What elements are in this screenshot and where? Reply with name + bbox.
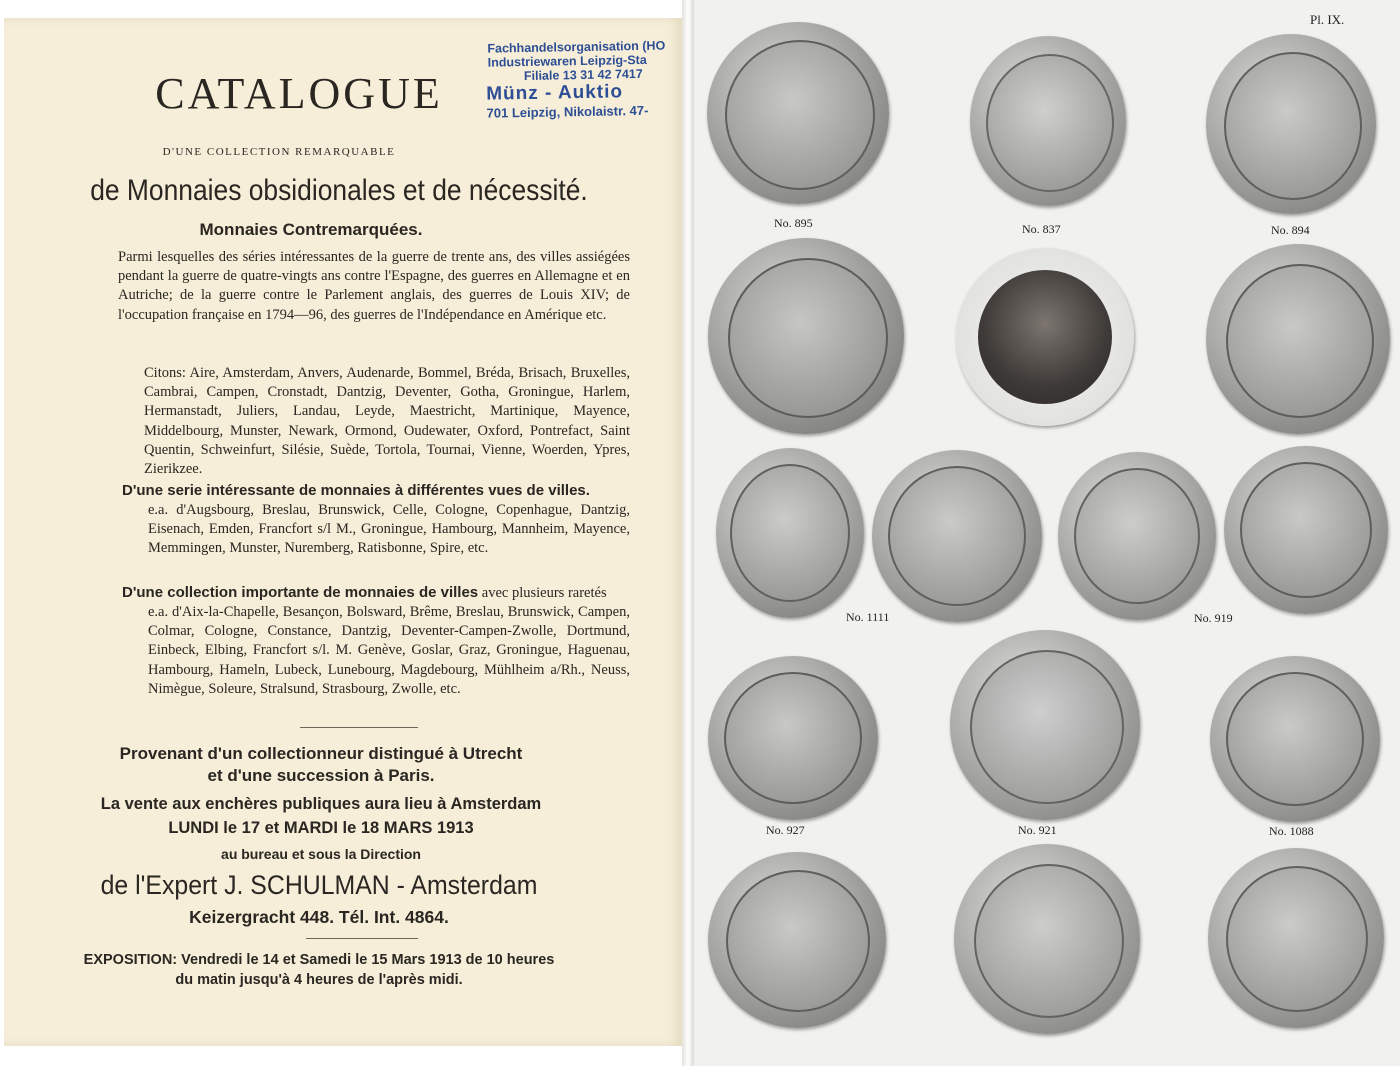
coin-label-895: No. 895 [774, 216, 813, 230]
section-3-heading-line [122, 583, 630, 603]
coin-image [1208, 848, 1384, 1028]
coin-label-894: No. 894 [1271, 223, 1310, 237]
expert-line: de l'Expert J. SCHULMAN - Amsterdam [100, 870, 538, 900]
coin-label-927: No. 927 [766, 823, 805, 837]
section-3-heading: D'une collection importante de monnaies de villes [122, 584, 479, 601]
catalogue-subtitle: D'UNE COLLECTION REMARQUABLE [162, 146, 396, 158]
exposition-line-2: du matin jusqu'à 4 heures de l'après midi. [175, 972, 463, 988]
coin-label-837: No. 837 [1022, 222, 1061, 236]
coin-image [872, 450, 1042, 622]
stamp-line-3: Filiale 13 31 42 7417 [523, 66, 643, 84]
stamp-line-1: Fachhandelsorganisation (HO [487, 38, 666, 56]
portrait-medallion-image [956, 248, 1134, 426]
coin-image [707, 22, 889, 204]
coin-label-1111: No. 1111 [846, 610, 890, 624]
section-2-heading: D'une serie intéressante de monnaies à différentes vues de villes. [122, 482, 590, 499]
coin-label-1088: No. 1088 [1269, 824, 1314, 838]
coin-image [708, 238, 904, 434]
exposition-line-1: EXPOSITION: Vendredi le 14 et Samedi le 15 Mars 1913 de 10 heures [83, 952, 555, 968]
cities-list: Citons: Aire, Amsterdam, Anvers, Audenarde, Bommel, Bréda, Brisach, Bruxelles, Cambrai, Campen, Cronstadt, Dantzig, Deventer, Gotha, Groningue, Harlem, Hermanstadt, Juliers, Landau, Leyde, Maestricht, Martinique, Mayence, Middelbourg, Munster, Newark, Ormond, Oudewater, Oxford, Pontrefact, Saint Quentin, Schweinfurt, Silésie, Suède, Tortola, Tournai, Vienne, Woerden, Ypres, Zierikzee. [144, 365, 630, 478]
coin-image [1206, 34, 1376, 214]
coin-image [950, 630, 1140, 820]
section-3-text: e.a. d'Aix-la-Chapelle, Besançon, Bolsward, Brême, Breslau, Brunswick, Campen, Colmar, Cologne, Constance, Dantzig, Deventer-Campen-Zwolle, Dortmund, Einbeck, Elbing, Francfort s/l. M. Genève, Goslar, Graz, Groningue, Haguenau, Hambourg, Hameln, Lubeck, Lunebourg, Magdebourg, Mühlheim a/Rh., Neuss, Nimègue, Soleure, Stralsund, Strasbourg, Zwolle, etc. [148, 604, 630, 697]
provenance-line-2: et d'une succession à Paris. [207, 766, 435, 785]
sale-line-1: La vente aux enchères publiques aura lieu à Amsterdam [100, 795, 542, 813]
address-line: Keizergracht 448. Tél. Int. 4864. [189, 907, 449, 927]
coin-image [970, 36, 1126, 206]
coin-label-921: No. 921 [1018, 823, 1057, 837]
provenance-line-1: Provenant d'un collectionneur distingué à Utrecht [119, 744, 523, 763]
coin-image [954, 844, 1140, 1034]
sale-line-3: au bureau et sous la Direction [221, 846, 421, 862]
section-3-heading-tail: avec plusieurs raretés [481, 585, 607, 601]
plate-number: Pl. IX. [1310, 12, 1345, 27]
coin-image [1206, 244, 1390, 434]
coin-label-919: No. 919 [1194, 611, 1233, 625]
sub-heading: Monnaies Contremarquées. [199, 220, 423, 239]
coin-image [1210, 656, 1380, 822]
stamp-line-2: Industriewaren Leipzig-Sta [487, 52, 647, 70]
coin-image [708, 656, 878, 820]
coin-image [716, 448, 864, 618]
intro-paragraph: Parmi lesquelles des séries intéressantes de la guerre de trente ans, des villes assiégées pendant la guerre de quatre-vingts ans contre l'Espagne, des guerres en Allemagne et en Autriche; de la guerre contre le Parlement anglais, des guerres de Louis XIV; de l'occupation française en 1794—96, des guerres de l'Indépendance en Amérique etc. [118, 249, 630, 323]
divider-rule [300, 727, 418, 728]
sale-line-2: LUNDI le 17 et MARDI le 18 MARS 1913 [168, 819, 474, 837]
catalogue-title: CATALOGUE [155, 69, 443, 118]
coin-image [708, 852, 886, 1028]
coin-image [1058, 452, 1216, 620]
stamp-line-4: Münz - Auktio [486, 81, 624, 105]
divider-rule-2 [306, 938, 418, 939]
stamp-line-5: 701 Leipzig, Nikolaistr. 47- [486, 102, 649, 121]
book-gutter [682, 0, 694, 1066]
main-heading: de Monnaies obsidionales et de nécessité. [90, 174, 588, 207]
section-2-text: e.a. d'Augsbourg, Breslau, Brunswick, Celle, Cologne, Copenhague, Dantzig, Eisenach, Emden, Francfort s/l M., Groningue, Hambourg, Mannheim, Mayence, Memmingen, Munster, Nuremberg, Ratisbonne, Spire, etc. [148, 502, 630, 557]
coin-image [1224, 446, 1388, 614]
dealer-stamp [483, 38, 680, 120]
